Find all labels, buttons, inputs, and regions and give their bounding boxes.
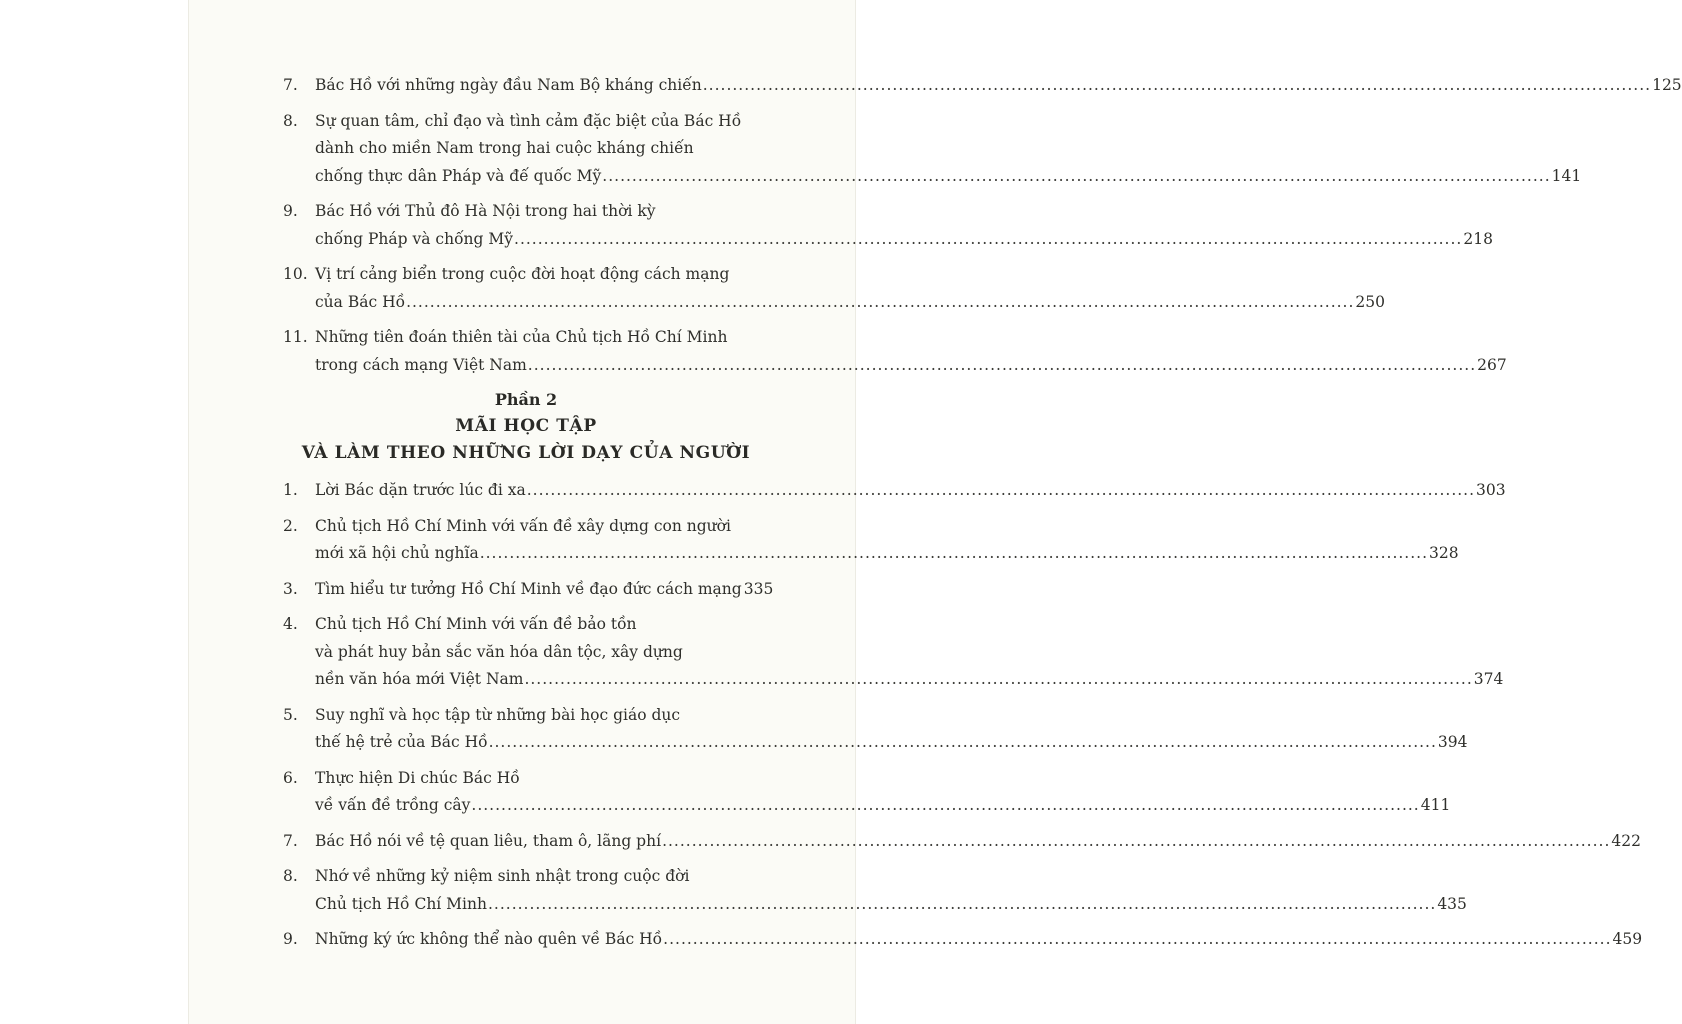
toc-entry-number: 8.	[283, 111, 298, 130]
dot-leader: ................................................................................................................................................................	[514, 229, 1463, 248]
toc-entry-body	[315, 765, 1451, 820]
dot-leader: ................................................................................................................................................................	[662, 831, 1611, 850]
toc-page-number: 125	[1652, 76, 1682, 94]
toc-entry-body	[315, 702, 1468, 757]
toc-entry-number: 3.	[283, 579, 298, 598]
toc-entry	[283, 324, 1507, 379]
toc-page-number: 435	[1437, 894, 1467, 913]
toc-entry	[283, 828, 1641, 856]
toc-entry-last-line	[315, 289, 1385, 317]
toc-list-after	[283, 477, 1643, 954]
toc-entry-title-line: của Bác Hồ	[315, 292, 406, 311]
toc-entry-body	[315, 828, 1641, 856]
toc-entry-number: 9.	[283, 930, 298, 948]
toc-entry-title-line: Những tiên đoán thiên tài của Chủ tịch Hồ Chí Minh	[315, 328, 728, 346]
toc-entry-title-line: Bác Hồ với những ngày đầu Nam Bộ kháng chiến	[315, 76, 702, 94]
toc-entry	[283, 765, 1451, 820]
toc-entry-title-line: Lời Bác dặn trước lúc đi xa	[315, 481, 526, 499]
toc-entry-body	[315, 576, 774, 604]
toc-entry-number: 5.	[283, 705, 298, 724]
toc-entry-last-line	[315, 352, 1507, 380]
table-of-contents	[283, 72, 1682, 962]
toc-entry-title-line: trong cách mạng Việt Nam	[315, 355, 527, 374]
toc-entry-title-line: Những ký ức không thể nào quên về Bác Hồ	[315, 930, 663, 948]
dot-leader: ................................................................................................................................................................	[702, 76, 1652, 94]
toc-entry-last-line	[315, 926, 1643, 954]
dot-leader: ................................................................................................................................................................	[406, 292, 1355, 311]
toc-entry-number: 10.	[283, 265, 308, 283]
toc-page-number: 250	[1355, 292, 1385, 311]
toc-entry	[283, 702, 1468, 757]
dot-leader: ................................................................................................................................................................	[602, 166, 1551, 185]
toc-entry-title-line: Thực hiện Di chúc Bác Hồ	[315, 768, 520, 787]
toc-entry	[283, 477, 1506, 505]
toc-page-number: 303	[1476, 481, 1506, 499]
toc-entry-title-line: nền văn hóa mới Việt Nam	[315, 670, 524, 688]
toc-page-number: 141	[1551, 166, 1582, 185]
toc-entry-last-line	[315, 729, 1468, 757]
dot-leader: ................................................................................................................................................................	[526, 481, 1476, 499]
toc-entry-title-line: Chủ tịch Hồ Chí Minh với vấn đề xây dựng con người	[315, 516, 731, 535]
dot-leader: ................................................................................................................................................................	[524, 670, 1473, 688]
toc-page-number: 328	[1429, 544, 1459, 562]
toc-page-number: 422	[1611, 831, 1641, 850]
section-part-label: Phần 2	[494, 390, 558, 409]
toc-entry-last-line	[315, 226, 1493, 254]
toc-entry-last-line	[315, 828, 1641, 856]
toc-entry-body	[315, 513, 1459, 568]
toc-entry-title-line: Suy nghĩ và học tập từ những bài học giáo dục	[315, 705, 681, 724]
toc-page-number: 459	[1612, 930, 1643, 948]
toc-entry-body	[315, 477, 1506, 505]
toc-entry-last-line	[315, 792, 1451, 820]
toc-entry-title-line: Chủ tịch Hồ Chí Minh với vấn đề bảo tồn	[315, 615, 637, 633]
toc-entry-title-line: và phát huy bản sắc văn hóa dân tộc, xây dựng	[315, 642, 683, 661]
toc-entry-title-line: Bác Hồ với Thủ đô Hà Nội trong hai thời kỳ	[315, 202, 656, 220]
book-page	[188, 0, 1682, 1024]
toc-entry-last-line	[315, 163, 1582, 191]
toc-entry-body	[315, 324, 1507, 379]
dot-leader: ................................................................................................................................................................	[663, 930, 1612, 948]
toc-entry-last-line	[315, 477, 1506, 505]
toc-page-number: 335	[743, 579, 774, 598]
toc-entry-body	[315, 261, 1385, 316]
toc-entry-last-line	[315, 576, 774, 604]
section-title-line-2: VÀ LÀM THEO NHỮNG LỜI DẠY CỦA NGƯỜI	[301, 443, 751, 463]
toc-entry-title-line: Nhớ về những kỷ niệm sinh nhật trong cuộc đời	[315, 867, 690, 885]
toc-entry	[283, 261, 1385, 316]
toc-entry-title-line: Chủ tịch Hồ Chí Minh	[315, 894, 487, 913]
toc-page-number: 411	[1420, 796, 1451, 814]
toc-entry-body	[315, 926, 1643, 954]
toc-entry-title-line: chống thực dân Pháp và đế quốc Mỹ	[315, 166, 602, 185]
toc-entry-number: 8.	[283, 867, 298, 885]
toc-entry-number: 11.	[283, 328, 308, 346]
toc-entry-last-line	[315, 666, 1504, 694]
toc-entry-number: 7.	[283, 831, 298, 850]
toc-entry-last-line	[315, 891, 1467, 919]
toc-entry-title-line: về vấn đề trồng cây	[315, 796, 471, 814]
toc-entry	[283, 198, 1493, 253]
toc-page-number: 394	[1437, 733, 1468, 751]
toc-page-number: 374	[1473, 670, 1504, 688]
toc-entry-number: 7.	[283, 76, 298, 94]
toc-entry-body	[315, 72, 1682, 100]
toc-entry	[283, 513, 1459, 568]
toc-entry-number: 1.	[283, 481, 298, 499]
dot-leader: ................................................................................................................................................................	[487, 894, 1437, 913]
toc-entry-number: 4.	[283, 615, 298, 633]
dot-leader: ................................................................................................................................................................	[479, 544, 1429, 562]
toc-entry-body	[315, 611, 1504, 694]
toc-entry	[283, 611, 1504, 694]
toc-entry	[283, 863, 1467, 918]
dot-leader: ................................................................................................................................................................	[488, 733, 1437, 751]
toc-entry-body	[315, 198, 1493, 253]
dot-leader: ................................................................................................................................................................	[527, 355, 1477, 374]
dot-leader: ................................................................................................................................................................	[471, 796, 1420, 814]
toc-entry	[283, 926, 1643, 954]
toc-entry-title-line: Vị trí cảng biển trong cuộc đời hoạt động cách mạng	[315, 265, 730, 283]
toc-entry-body	[315, 863, 1467, 918]
toc-entry-title-line: Tìm hiểu tư tưởng Hồ Chí Minh về đạo đức cách mạng	[315, 579, 742, 598]
toc-entry-number: 6.	[283, 768, 298, 787]
toc-entry-body	[315, 108, 1582, 191]
toc-list-before	[283, 72, 1682, 379]
toc-entry-title-line: thế hệ trẻ của Bác Hồ	[315, 733, 488, 751]
toc-page-number: 267	[1477, 355, 1507, 374]
section-heading	[283, 387, 769, 467]
toc-page-number: 218	[1463, 229, 1493, 248]
toc-entry-title-line: mới xã hội chủ nghĩa	[315, 544, 479, 562]
toc-entry-title-line: Sự quan tâm, chỉ đạo và tình cảm đặc biệt của Bác Hồ	[315, 111, 742, 130]
toc-entry	[283, 72, 1682, 100]
toc-entry-title-line: chống Pháp và chống Mỹ	[315, 229, 514, 248]
toc-entry	[283, 108, 1582, 191]
toc-entry-title-line: dành cho miền Nam trong hai cuộc kháng chiến	[315, 139, 694, 157]
toc-entry-title-line: Bác Hồ nói về tệ quan liêu, tham ô, lãng phí	[315, 831, 662, 850]
toc-entry-last-line	[315, 540, 1459, 568]
section-title-line-1: MÃI HỌC TẬP	[455, 416, 597, 436]
toc-entry-number: 9.	[283, 202, 298, 220]
toc-entry-last-line	[315, 72, 1682, 100]
toc-entry	[283, 576, 774, 604]
toc-entry-number: 2.	[283, 516, 298, 535]
